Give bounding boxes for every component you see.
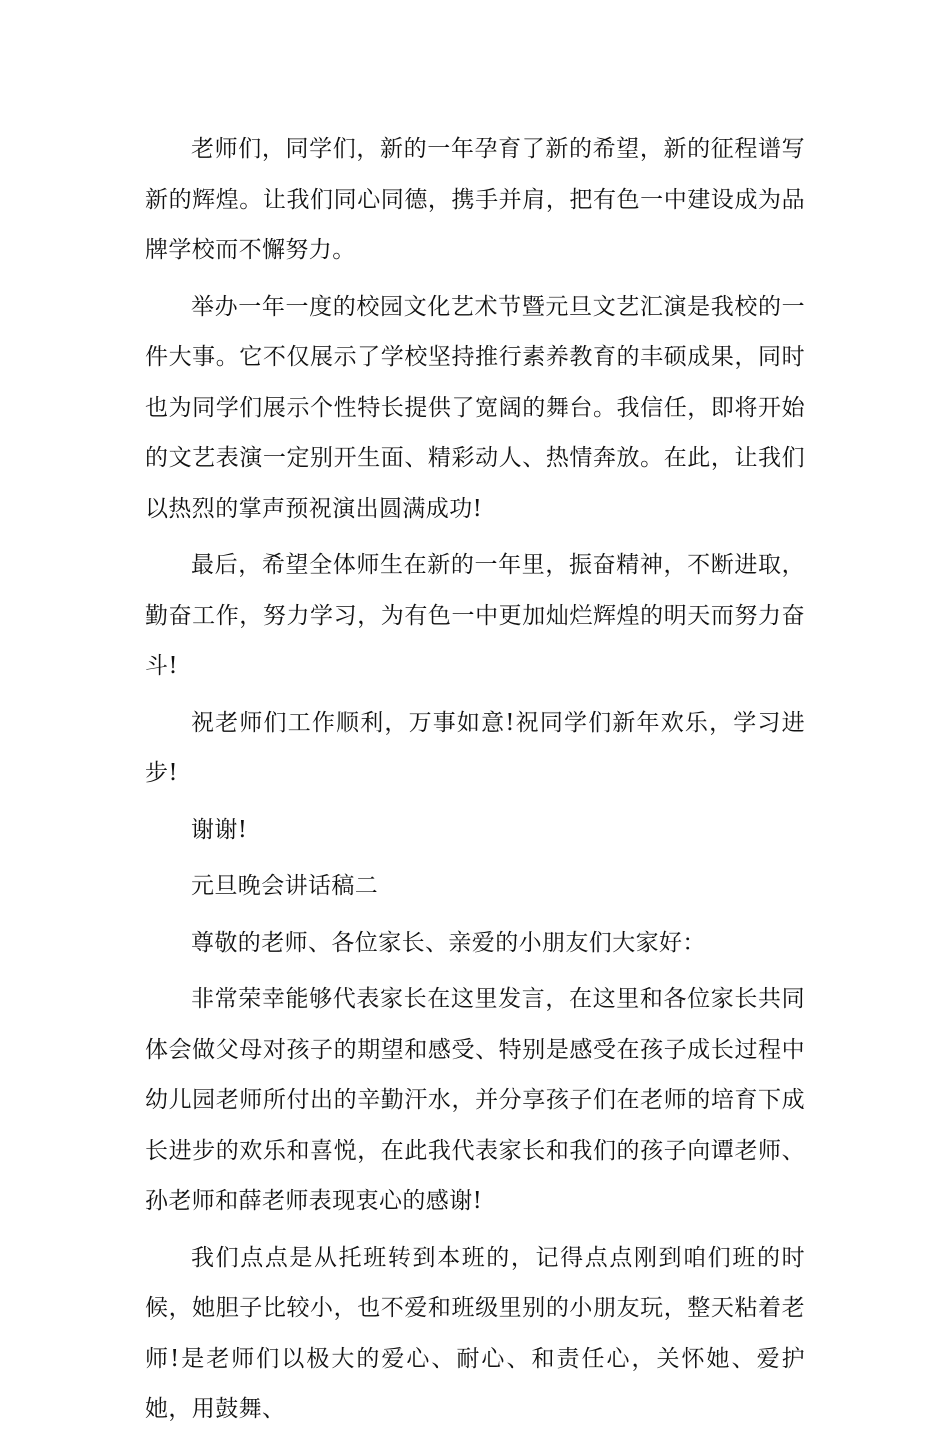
- paragraph-parent-speech: 非常荣幸能够代表家长在这里发言，在这里和各位家长共同体会做父母对孩子的期望和感受、特别是感受在孩子成长过程中幼儿园老师所付出的辛勤汗水，并分享孩子们在老师的培育下成长进步的欢乐和喜悦，在此我代表家长和我们的孩子向谭老师、孙老师和薛老师表现衷心的感谢!: [145, 986, 805, 1214]
- paragraph-art-festival: 举办一年一度的校园文化艺术节暨元旦文艺汇演是我校的一件大事。它不仅展示了学校坚持推行素养教育的丰硕成果，同时也为同学们展示个性特长提供了宽阔的舞台。我信任，即将开始的文艺表演一定别开生面、精彩动人、热情奔放。在此，让我们以热烈的掌声预祝演出圆满成功!: [145, 293, 805, 522]
- paragraph-greeting: 尊敬的老师、各位家长、亲爱的小朋友们大家好：: [191, 929, 706, 956]
- paragraph-child-story: 我们点点是从托班转到本班的，记得点点刚到咱们班的时候，她胆子比较小，也不爱和班级里别的小朋友玩，整天粘着老师!是老师们以极大的爱心、耐心、和责任心，关怀她、爱护她，用鼓舞、: [145, 1244, 805, 1422]
- document-page: [145, 124, 805, 1435]
- section-title: 元旦晚会讲话稿二: [191, 873, 379, 899]
- paragraph-closing-hope: 老师们，同学们，新的一年孕育了新的希望，新的征程谱写新的辉煌。让我们同心同德，携手并肩，把有色一中建设成为品牌学校而不懈努力。: [145, 136, 805, 263]
- paragraph-thanks: 谢谢!: [191, 816, 248, 843]
- paragraph-blessing: 祝老师们工作顺利，万事如意!祝同学们新年欢乐，学习进步!: [145, 709, 805, 786]
- paragraph-final-wish: 最后，希望全体师生在新的一年里，振奋精神，不断进取，勤奋工作，努力学习，为有色一中更加灿烂辉煌的明天而努力奋斗!: [145, 552, 805, 679]
